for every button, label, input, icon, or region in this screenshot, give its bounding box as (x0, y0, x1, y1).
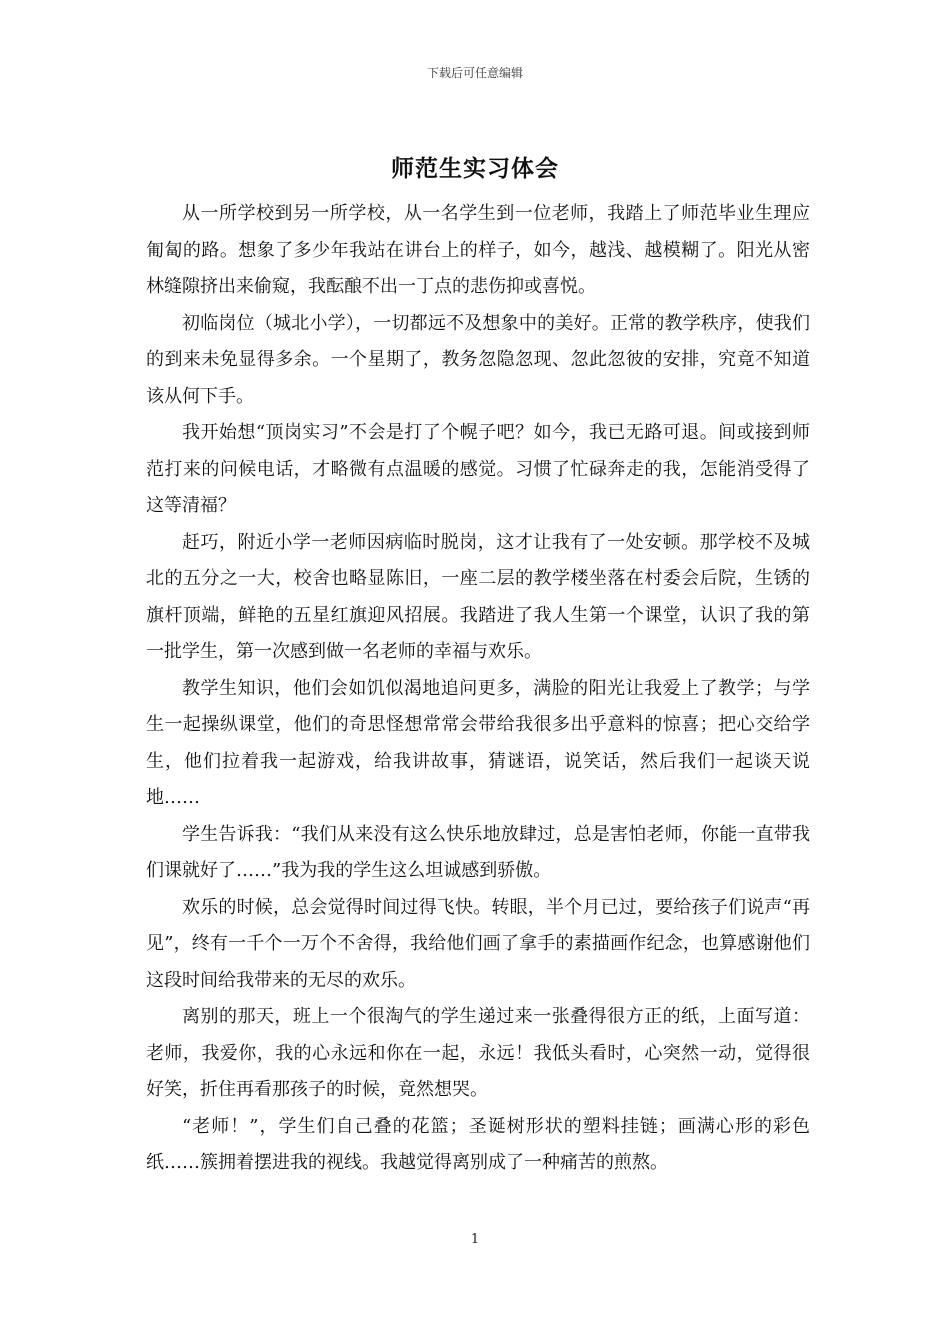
paragraph-3: 我开始想“顶岗实习”不会是打了个幌子吧？如今，我已无路可退。间或接到师范打来的问候电话，才略微有点温暖的感觉。习惯了忙碌奔走的我，怎能消受得了这等清福？ (146, 422, 810, 516)
paragraph-7: 欢乐的时候，总会觉得时间过得飞快。转眼，半个月已过，要给孩子们说声“再见”，终有一千个一万个不舍得，我给他们画了拿手的素描画作纪念，也算感谢他们这段时间给我带来的无尽的欢乐。 (146, 896, 810, 991)
paragraph-1: 从一所学校到另一所学校，从一名学生到一位老师，我踏上了师范毕业生理应匍匐的路。想象了多少年我站在讲台上的样子，如今，越浅、越模糊了。阳光从密林缝隙挤出来偷窥，我酝酿不出一丁点的悲伤抑或喜悦。 (146, 203, 810, 297)
header-note: 下载后可任意编辑 (426, 66, 523, 80)
paragraph-6: 学生告诉我：“我们从来没有这么快乐地放肆过，总是害怕老师，你能一直带我们课就好了……”我为我的学生这么坦诚感到骄傲。 (146, 823, 810, 881)
paragraph-9: “老师！”，学生们自己叠的花篮；圣诞树形状的塑料挂链；画满心形的彩色纸……簇拥着摆进我的视线。我越觉得离别成了一种痛苦的煎熬。 (146, 1115, 810, 1173)
document-body (146, 196, 810, 1182)
paragraph-2: 初临岗位（城北小学），一切都远不及想象中的美好。正常的教学秩序，使我们的到来未免显得多余。一个星期了，教务忽隐忽现、忽此忽彼的安排，究竟不知道该从何下手。 (146, 312, 810, 407)
paragraph-8: 离别的那天，班上一个很淘气的学生递过来一张叠得很方正的纸，上面写道：老师，我爱你，我的心永远和你在一起，永远！我低头看时，心突然一动，觉得很好笑，折住再看那孩子的时候，竟然想哭。 (146, 1006, 810, 1100)
paragraph-4: 赶巧，附近小学一老师因病临时脱岗，这才让我有了一处安顿。那学校不及城北的五分之一大，校舍也略显陈旧，一座二层的教学楼坐落在村委会后院，生锈的旗杆顶端，鲜艳的五星红旗迎风招展。我踏进了我人生第一个课堂，认识了我的第一批学生，第一次感到做一名老师的幸福与欢乐。 (146, 531, 810, 662)
paragraph-5: 教学生知识，他们会如饥似渴地追问更多，满脸的阳光让我爱上了教学；与学生一起操纵课堂，他们的奇思怪想常常会带给我很多出乎意料的惊喜；把心交给学生，他们拉着我一起游戏，给我讲故事，猜谜语，说笑话，然后我们一起谈天说地…… (146, 677, 810, 808)
document-title: 师范生实习体会 (391, 156, 559, 182)
page-number: 1 (470, 1232, 480, 1247)
